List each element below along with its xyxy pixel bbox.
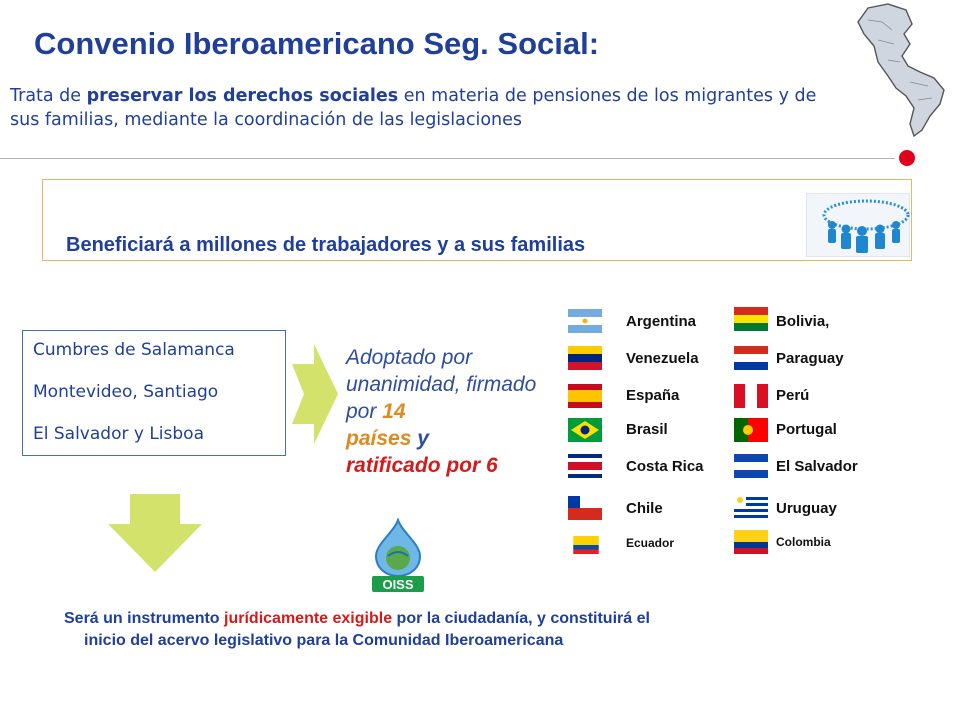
ratified-text: ratificado por 6 — [346, 454, 498, 477]
adopted-line: Adoptado por unanimidad, firmado por — [346, 346, 537, 423]
country-label: Perú — [776, 387, 810, 404]
arrow-right-icon — [292, 344, 338, 444]
flag-uruguay-icon — [734, 494, 768, 518]
summit-item: El Salvador y Lisboa — [33, 424, 204, 444]
flag-el-salvador-icon — [734, 454, 768, 478]
paises-word: países — [346, 427, 412, 450]
red-dot-marker — [899, 150, 915, 166]
country-label: Costa Rica — [626, 458, 704, 475]
flag-chile-icon — [568, 496, 602, 520]
footer-text-2: por la ciudadanía, y constituirá el — [392, 610, 650, 627]
y-word: y — [411, 427, 429, 450]
country-label: Ecuador — [626, 536, 675, 550]
country-label: Colombia — [776, 535, 831, 549]
footer-text — [64, 608, 884, 652]
country-label: Paraguay — [776, 350, 844, 367]
country-label: Portugal — [776, 421, 837, 438]
country-label: Bolivia, — [776, 313, 830, 330]
flag-colombia-icon — [732, 530, 770, 554]
country-label: Chile — [626, 500, 663, 517]
footer-line-2: inicio del acervo legislativo para la Comunidad Iberoamericana — [84, 632, 564, 649]
flag-venezuela-icon — [568, 346, 602, 370]
country-label: El Salvador — [776, 458, 858, 475]
arrow-down-icon — [108, 494, 202, 572]
americas-map-icon — [848, 0, 958, 140]
page-title: Convenio Iberoamericano Seg. Social: — [34, 26, 600, 61]
subtitle-text-1: Trata de — [10, 86, 87, 106]
country-label: Argentina — [626, 313, 697, 330]
flag-bolivia-icon — [734, 307, 768, 331]
subtitle — [10, 84, 850, 132]
adopted-text — [346, 344, 556, 479]
country-label: Uruguay — [776, 500, 837, 517]
flag-brazil-icon — [568, 418, 602, 442]
summit-item: Montevideo, Santiago — [33, 382, 219, 402]
country-label: Venezuela — [626, 350, 699, 367]
country-label: Brasil — [626, 421, 668, 438]
flag-costa-rica-icon — [568, 454, 602, 478]
flag-spain-icon — [568, 384, 602, 408]
flag-paraguay-icon — [734, 346, 768, 370]
country-label: España — [626, 387, 680, 404]
top-divider — [0, 158, 895, 159]
people-circle-icon — [806, 193, 910, 257]
signatories-count: 14 — [382, 400, 406, 423]
flag-argentina-icon — [568, 309, 602, 333]
summit-item: Cumbres de Salamanca — [33, 340, 235, 360]
flag-ecuador-icon — [572, 536, 600, 554]
footer-text-1: Será un instrumento — [64, 610, 225, 627]
footer-highlight: jurídicamente exigible — [224, 610, 393, 627]
benefit-text: Beneficiará a millones de trabajadores y a sus familias — [66, 234, 586, 256]
flag-peru-icon — [734, 384, 768, 408]
subtitle-text-2: en materia de pensiones de los migrantes y de sus familias, mediante la coordinación de las legislaciones — [10, 86, 817, 130]
subtitle-bold: preservar los derechos sociales — [86, 86, 399, 106]
oiss-logo-text: OISS — [382, 577, 414, 592]
oiss-logo — [366, 518, 430, 594]
flag-portugal-icon — [734, 418, 768, 442]
summits-box — [22, 330, 286, 456]
